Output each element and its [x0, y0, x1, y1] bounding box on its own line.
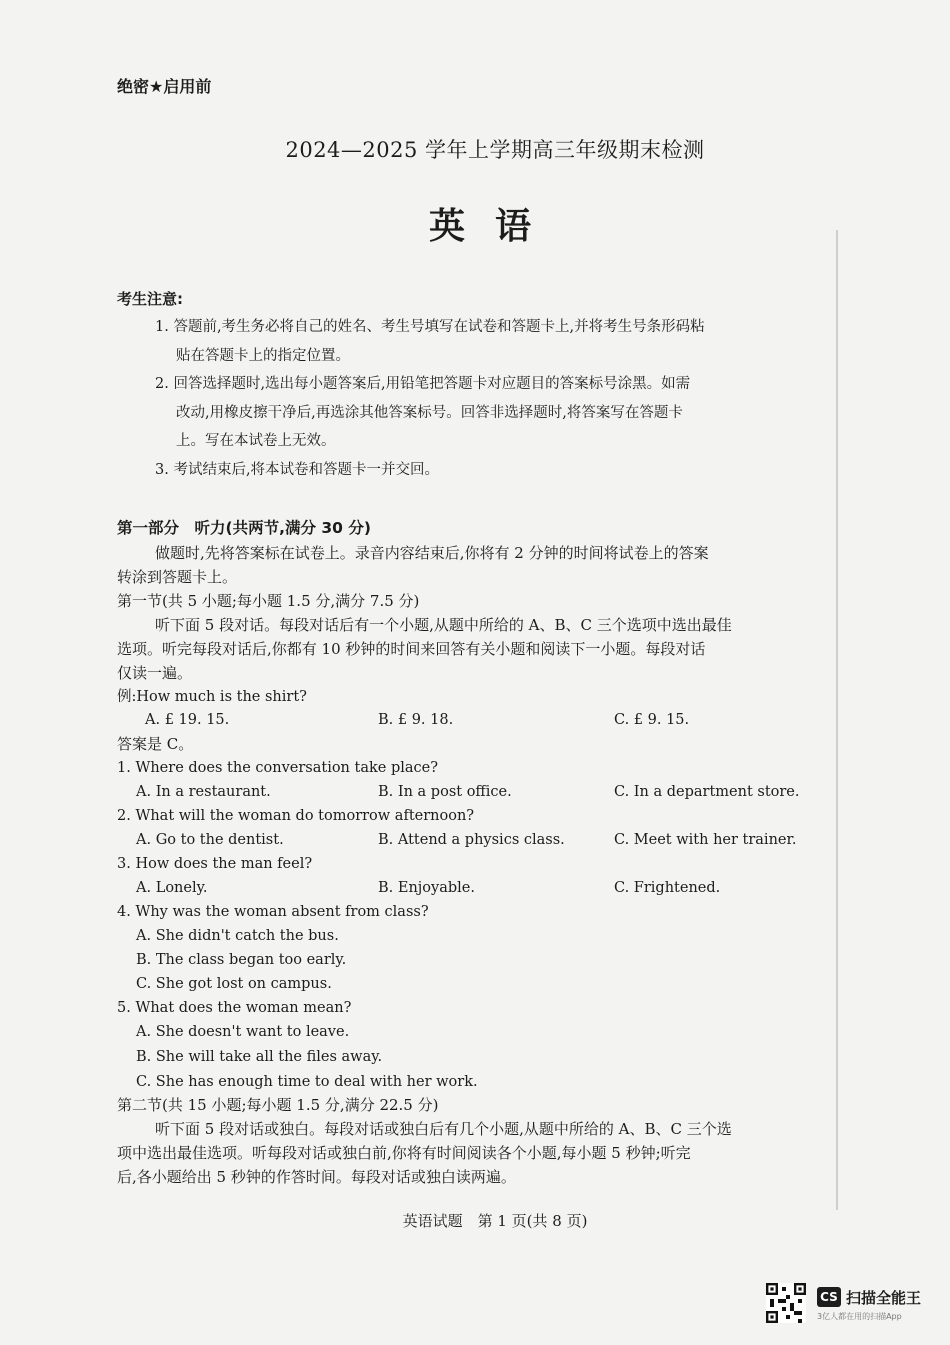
example-option-c: C. £ 9. 15.: [614, 712, 690, 728]
qr-code-icon: [766, 1283, 806, 1323]
scan-artifact-line: [836, 230, 838, 1210]
question-3-option-c: C. Frightened.: [614, 880, 721, 896]
section1-instruction-line-3: 仅读一遍。: [117, 664, 193, 682]
question-3-option-a: A. Lonely.: [136, 880, 208, 896]
subject-title: 英语: [428, 206, 561, 247]
part1-intro-line-1: 做题时,先将答案标在试卷上。录音内容结束后,你将有 2 分钟的时间将试卷上的答案: [155, 544, 709, 562]
camscanner-tagline: 3亿人都在用的扫描App: [817, 1312, 902, 1321]
question-2-option-c: C. Meet with her trainer.: [614, 832, 797, 848]
section1-instruction-line-1: 听下面 5 段对话。每段对话后有一个小题,从题中所给的 A、B、C 三个选项中选出最佳: [155, 616, 732, 634]
part1-heading: 第一部分 听力(共两节,满分 30 分): [117, 519, 371, 537]
notice-item-1-line-2: 贴在答题卡上的指定位置。: [176, 348, 350, 364]
exam-title: 2024—2025 学年上学期高三年级期末检测: [285, 138, 705, 162]
question-2: 2. What will the woman do tomorrow afternoon?: [117, 808, 475, 824]
camscanner-logo-icon: CS: [817, 1287, 841, 1307]
section2-instruction-line-2: 项中选出最佳选项。听每段对话或独白前,你将有时间阅读各个小题,每小题 5 秒钟;听完: [117, 1144, 691, 1162]
notice-item-2-line-3: 上。写在本试卷上无效。: [176, 433, 336, 449]
notice-heading: 考生注意:: [117, 290, 183, 308]
notice-item-1-line-1: 1. 答题前,考生务必将自己的姓名、考生号填写在试卷和答题卡上,并将考生号条形码粘: [155, 319, 705, 335]
question-4: 4. Why was the woman absent from class?: [117, 904, 429, 920]
question-1-option-a: A. In a restaurant.: [136, 784, 271, 800]
question-5-option-a: A. She doesn't want to leave.: [136, 1024, 350, 1040]
notice-item-3: 3. 考试结束后,将本试卷和答题卡一并交回。: [155, 462, 440, 478]
question-5-option-b: B. She will take all the files away.: [136, 1049, 383, 1065]
section1-heading: 第一节(共 5 小题;每小题 1.5 分,满分 7.5 分): [117, 592, 420, 610]
question-1-option-c: C. In a department store.: [614, 784, 800, 800]
question-3-option-b: B. Enjoyable.: [378, 880, 475, 896]
example-question: 例:How much is the shirt?: [117, 689, 307, 705]
question-3: 3. How does the man feel?: [117, 856, 313, 872]
notice-item-2-line-2: 改动,用橡皮擦干净后,再选涂其他答案标号。回答非选择题时,将答案写在答题卡: [176, 405, 683, 421]
part1-intro-line-2: 转涂到答题卡上。: [117, 568, 238, 586]
question-5: 5. What does the woman mean?: [117, 1000, 352, 1016]
question-5-option-c: C. She has enough time to deal with her work.: [136, 1074, 478, 1090]
example-answer: 答案是 C。: [117, 735, 194, 753]
page-footer: 英语试题 第 1 页(共 8 页): [402, 1212, 588, 1230]
secret-mark: 绝密★启用前: [117, 77, 212, 96]
example-option-a: A. £ 19. 15.: [145, 712, 230, 728]
section1-instruction-line-2: 选项。听完每段对话后,你都有 10 秒钟的时间来回答有关小题和阅读下一小题。每段对话: [117, 640, 706, 658]
section2-instruction-line-3: 后,各小题给出 5 秒钟的作答时间。每段对话或独白读两遍。: [117, 1168, 516, 1186]
section2-instruction-line-1: 听下面 5 段对话或独白。每段对话或独白后有几个小题,从题中所给的 A、B、C 三个选: [155, 1120, 732, 1138]
section2-heading: 第二节(共 15 小题;每小题 1.5 分,满分 22.5 分): [117, 1096, 439, 1114]
question-2-option-b: B. Attend a physics class.: [378, 832, 565, 848]
example-option-b: B. £ 9. 18.: [378, 712, 454, 728]
question-1-option-b: B. In a post office.: [378, 784, 512, 800]
question-1: 1. Where does the conversation take place?: [117, 760, 438, 776]
camscanner-app-name: 扫描全能王: [846, 1289, 922, 1307]
question-4-option-b: B. The class began too early.: [136, 952, 347, 968]
question-4-option-a: A. She didn't catch the bus.: [136, 928, 339, 944]
question-2-option-a: A. Go to the dentist.: [136, 832, 284, 848]
question-4-option-c: C. She got lost on campus.: [136, 976, 332, 992]
notice-item-2-line-1: 2. 回答选择题时,选出每小题答案后,用铅笔把答题卡对应题目的答案标号涂黑。如需: [155, 376, 691, 392]
